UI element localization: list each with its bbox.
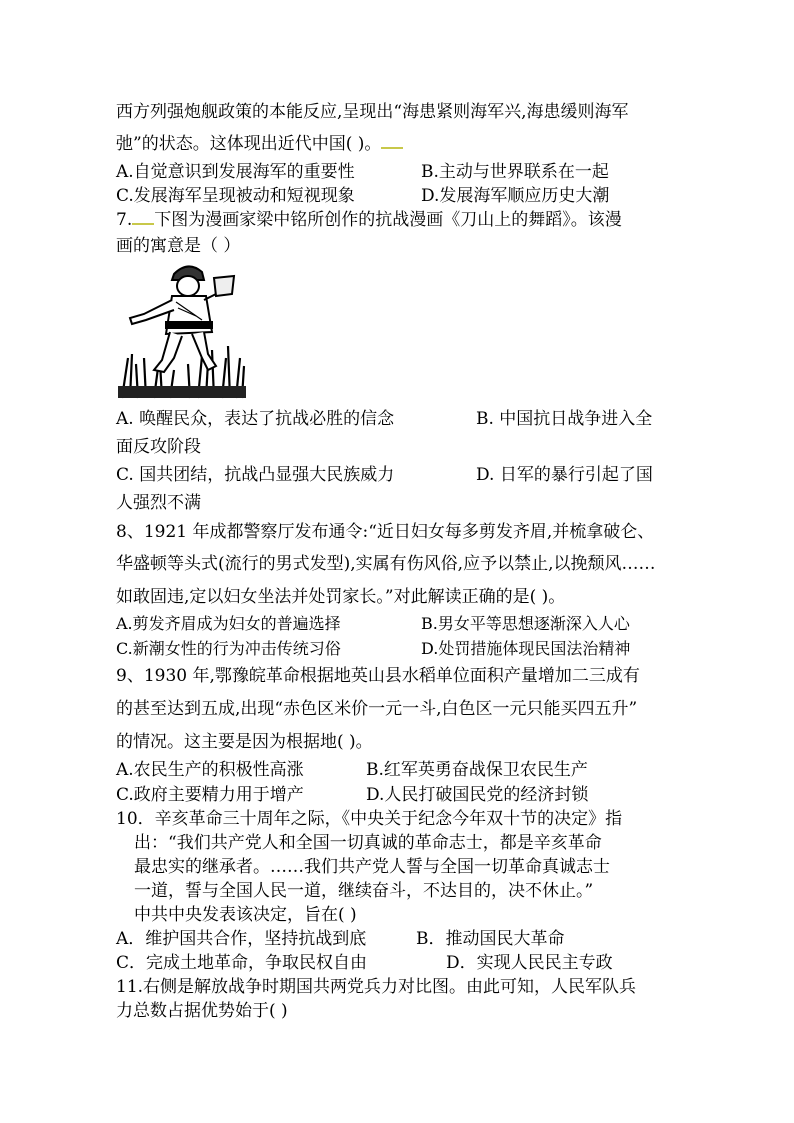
q6-option-a[interactable]: A.自觉意识到发展海军的重要性 bbox=[116, 162, 355, 182]
q7-line-1: 7. 下图为漫画家梁中铭所创作的抗战漫画《刀山上的舞蹈》。该漫 bbox=[116, 210, 622, 230]
q10-line-4: 一道，誓与全国人民一道，继续奋斗，不达目的，决不休止。” bbox=[134, 881, 594, 901]
q9-option-d[interactable]: D.人民打破国民党的经济封锁 bbox=[366, 785, 589, 805]
q9-options-row-1 bbox=[116, 758, 691, 782]
q7-option-b-cont: 面反攻阶段 bbox=[116, 437, 201, 457]
dancing-on-blades-cartoon bbox=[116, 258, 248, 400]
q10-option-d[interactable]: D．实现人民民主专政 bbox=[446, 953, 613, 973]
q8-line-2: 华盛顿等头式(流行的男式发型),实属有伤风俗,应予以禁止,以挽颓风…… bbox=[116, 554, 656, 574]
q6-line-2: 弛”的状态。这体现出近代中国( )。 bbox=[116, 132, 691, 156]
q9-option-c[interactable]: C.政府主要精力用于增产 bbox=[116, 785, 304, 805]
q8-option-c[interactable]: C.新潮女性的行为冲击传统习俗 bbox=[116, 639, 341, 658]
q6-options-row-1 bbox=[116, 160, 691, 184]
q8-line-1: 8、1921 年成都警察厅发布通令:“近日妇女每多剪发齐眉,并梳拿破仑、 bbox=[116, 522, 655, 542]
q7-option-a[interactable]: A. 唤醒民众，表达了抗战必胜的信念 bbox=[116, 409, 395, 429]
q8-option-b[interactable]: B.男女平等思想逐渐深入人心 bbox=[421, 614, 630, 633]
cartoon-image bbox=[116, 258, 248, 400]
q10-line-1: 10．辛亥革命三十周年之际，《中央关于纪念今年双十节的决定》指 bbox=[116, 809, 623, 829]
q7-line-2: 画的寓意是（ ） bbox=[116, 236, 241, 256]
q6-options-row-2 bbox=[116, 184, 691, 208]
q8-line-3: 如敢固违,定以妇女坐法并处罚家长。”对此解读正确的是( )。 bbox=[116, 587, 566, 607]
q10-option-c[interactable]: C．完成土地革命，争取民权自由 bbox=[116, 953, 368, 973]
q6-option-c[interactable]: C.发展海军呈现被动和短视现象 bbox=[116, 186, 355, 206]
q9-option-a[interactable]: A.农民生产的积极性高涨 bbox=[116, 760, 304, 780]
q10-option-a[interactable]: A．维护国共合作，坚持抗战到底 bbox=[116, 929, 367, 949]
q10-options-row-1 bbox=[116, 927, 691, 951]
q6-option-d[interactable]: D.发展海军顺应历史大潮 bbox=[421, 186, 610, 206]
q6-option-b[interactable]: B.主动与世界联系在一起 bbox=[421, 162, 609, 182]
q7-options-row-1 bbox=[116, 407, 691, 431]
q9-line-2: 的甚至达到五成,出现“赤色区米价一元一斗,白色区一元只能买四五升” bbox=[116, 699, 638, 719]
q9-line-1: 9、1930 年,鄂豫皖革命根据地英山县水稻单位面积产量增加二三成有 bbox=[116, 666, 640, 686]
q7-option-d[interactable]: D. 日军的暴行引起了国 bbox=[476, 465, 653, 485]
q9-line-3: 的情况。这主要是因为根据地( )。 bbox=[116, 732, 373, 752]
q11-line-2: 力总数占据优势始于( ) bbox=[116, 1001, 288, 1021]
q8-options-row-2 bbox=[116, 637, 691, 661]
q10-line-3: 最忠实的继承者。……我们共产党人誓与全国一切革命真诚志士 bbox=[134, 857, 610, 877]
highlight-mark bbox=[132, 211, 154, 225]
highlight-mark bbox=[381, 135, 403, 149]
q7-options-row-2 bbox=[116, 463, 691, 487]
q9-option-b[interactable]: B.红军英勇奋战保卫农民生产 bbox=[366, 760, 588, 780]
q10-line-2: 出：“我们共产党人和全国一切真诚的革命志士，都是辛亥革命 bbox=[134, 833, 602, 853]
q11-line-1: 11.右侧是解放战争时期国共两党兵力对比图。由此可知，人民军队兵 bbox=[116, 977, 637, 997]
q10-options-row-2 bbox=[116, 951, 691, 975]
q9-options-row-2 bbox=[116, 783, 691, 807]
q6-line-1: 西方列强炮舰政策的本能反应,呈现出“海患紧则海军兴,海患缓则海军 bbox=[116, 102, 629, 122]
q10-line-5: 中共中央发表该决定，旨在( ) bbox=[134, 905, 357, 925]
q7-option-d-cont: 人强烈不满 bbox=[116, 493, 201, 513]
q10-option-b[interactable]: B．推动国民大革命 bbox=[416, 929, 565, 949]
q8-option-d[interactable]: D.处罚措施体现民国法治精神 bbox=[421, 639, 631, 658]
q7-option-b[interactable]: B. 中国抗日战争进入全 bbox=[476, 409, 653, 429]
q8-options-row-1 bbox=[116, 612, 691, 636]
q8-option-a[interactable]: A.剪发齐眉成为妇女的普遍选择 bbox=[116, 614, 341, 633]
q7-option-c[interactable]: C. 国共团结，抗战凸显强大民族威力 bbox=[116, 465, 395, 485]
